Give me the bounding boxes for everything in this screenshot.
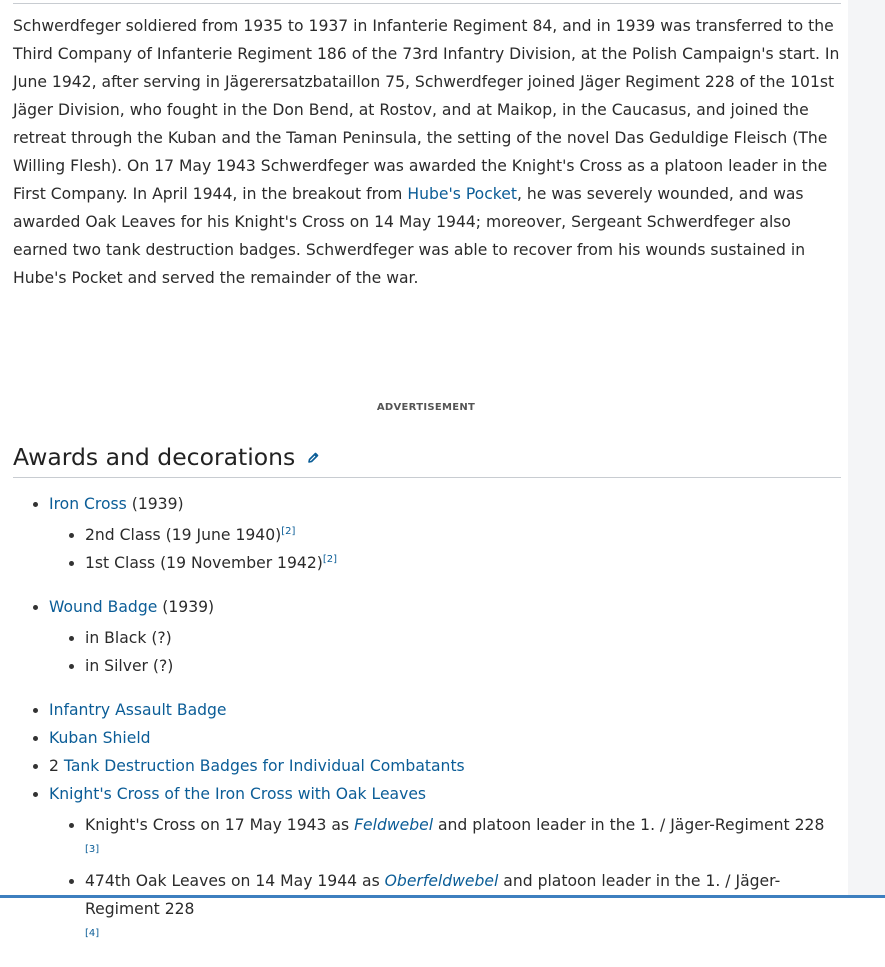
link-knights-cross[interactable]: Knight's Cross of the Iron Cross with Oak Leaves	[49, 785, 427, 803]
list-item	[49, 867, 843, 951]
link-infantry-assault-badge[interactable]: Infantry Assault Badge	[49, 701, 227, 719]
list-item	[49, 521, 843, 549]
item-text: (1939)	[157, 598, 215, 616]
section-title: Awards and decorations	[13, 443, 296, 471]
list-item	[49, 624, 843, 652]
item-text: Knight's Cross on 17 May 1943 as	[85, 816, 355, 834]
list-item	[13, 752, 843, 780]
reference-link[interactable]: [2]	[281, 526, 296, 537]
pencil-icon[interactable]	[307, 451, 320, 468]
advertisement-label: ADVERTISEMENT	[376, 402, 476, 413]
list-item	[49, 549, 843, 577]
pencil-icon-svg	[307, 451, 320, 464]
link-hubes-pocket[interactable]: Hube's Pocket	[407, 185, 517, 203]
link-kuban-shield[interactable]: Kuban Shield	[49, 729, 151, 747]
item-text: 2	[49, 757, 64, 775]
item-text: 1st Class (19 November 1942)	[85, 554, 323, 572]
link-iron-cross[interactable]: Iron Cross	[49, 495, 127, 513]
article-body	[13, 12, 845, 292]
list-item	[13, 490, 843, 577]
list-item	[13, 593, 843, 680]
list-item	[49, 811, 843, 867]
link-text: Feldwebel	[354, 816, 434, 834]
list-item	[13, 780, 843, 951]
article-paragraph	[13, 12, 845, 292]
item-text: 2nd Class (19 June 1940)	[85, 526, 282, 544]
list-item	[13, 696, 843, 724]
list-item	[49, 652, 843, 680]
item-text: (1939)	[126, 495, 184, 513]
link-text: Oberfeldwebel	[384, 872, 499, 890]
right-gutter	[848, 0, 885, 898]
item-text: 474th Oak Leaves on 14 May 1944 as	[85, 872, 385, 890]
reference-link[interactable]: [4]	[85, 928, 100, 939]
paragraph-text: , he was severely wounded, and was awarded Oak Leaves for his Knight's Cross on 14 May 1944; moreover, Sergeant Schwerdfeger also earned two tank destruction badges. Schwerdfeger was able to recover from his wounds sustained in Hube's Pocket and served the remainder of the war.	[13, 185, 806, 287]
item-text: and platoon leader in the 1. / Jäger-Regiment 228	[85, 872, 781, 918]
item-text: in Black (?)	[85, 629, 172, 647]
link-wound-badge[interactable]: Wound Badge	[49, 598, 158, 616]
reference-link[interactable]: [2]	[322, 554, 337, 565]
paragraph-text: Schwerdfeger soldiered from 1935 to 1937 in Infanterie Regiment 84, and in 1939 was transferred to the Third Company of Infanterie Regiment 186 of the 73rd Infantry Division, at the Polish Campaign's start. In June 1942, after serving in Jägerersatzbataillon 75, Schwerdfeger joined Jäger Regiment 228 of the 101st Jäger Division, who fought in the Don Bend, at Rostov, and at Maikop, in the Caucasus, and joined the retreat through the Kuban and the Taman Peninsula, the setting of the novel Das Geduldige Fleisch (The Willing Flesh). On 17 May 1943 Schwerdfeger was awarded the Knight's Cross as a platoon leader in the First Company. In April 1944, in the breakout from	[13, 17, 840, 203]
link-tank-destruction-badges[interactable]: Tank Destruction Badges for Individual Combatants	[63, 757, 465, 775]
reference-link[interactable]: [3]	[85, 844, 100, 855]
link-feldwebel[interactable]	[354, 816, 433, 834]
top-divider	[13, 3, 841, 4]
item-text: in Silver (?)	[85, 657, 174, 675]
list-item	[13, 724, 843, 752]
link-oberfeldwebel[interactable]	[385, 872, 499, 890]
section-heading	[13, 443, 841, 478]
item-text: and platoon leader in the 1. / Jäger-Regiment 228	[433, 816, 825, 834]
